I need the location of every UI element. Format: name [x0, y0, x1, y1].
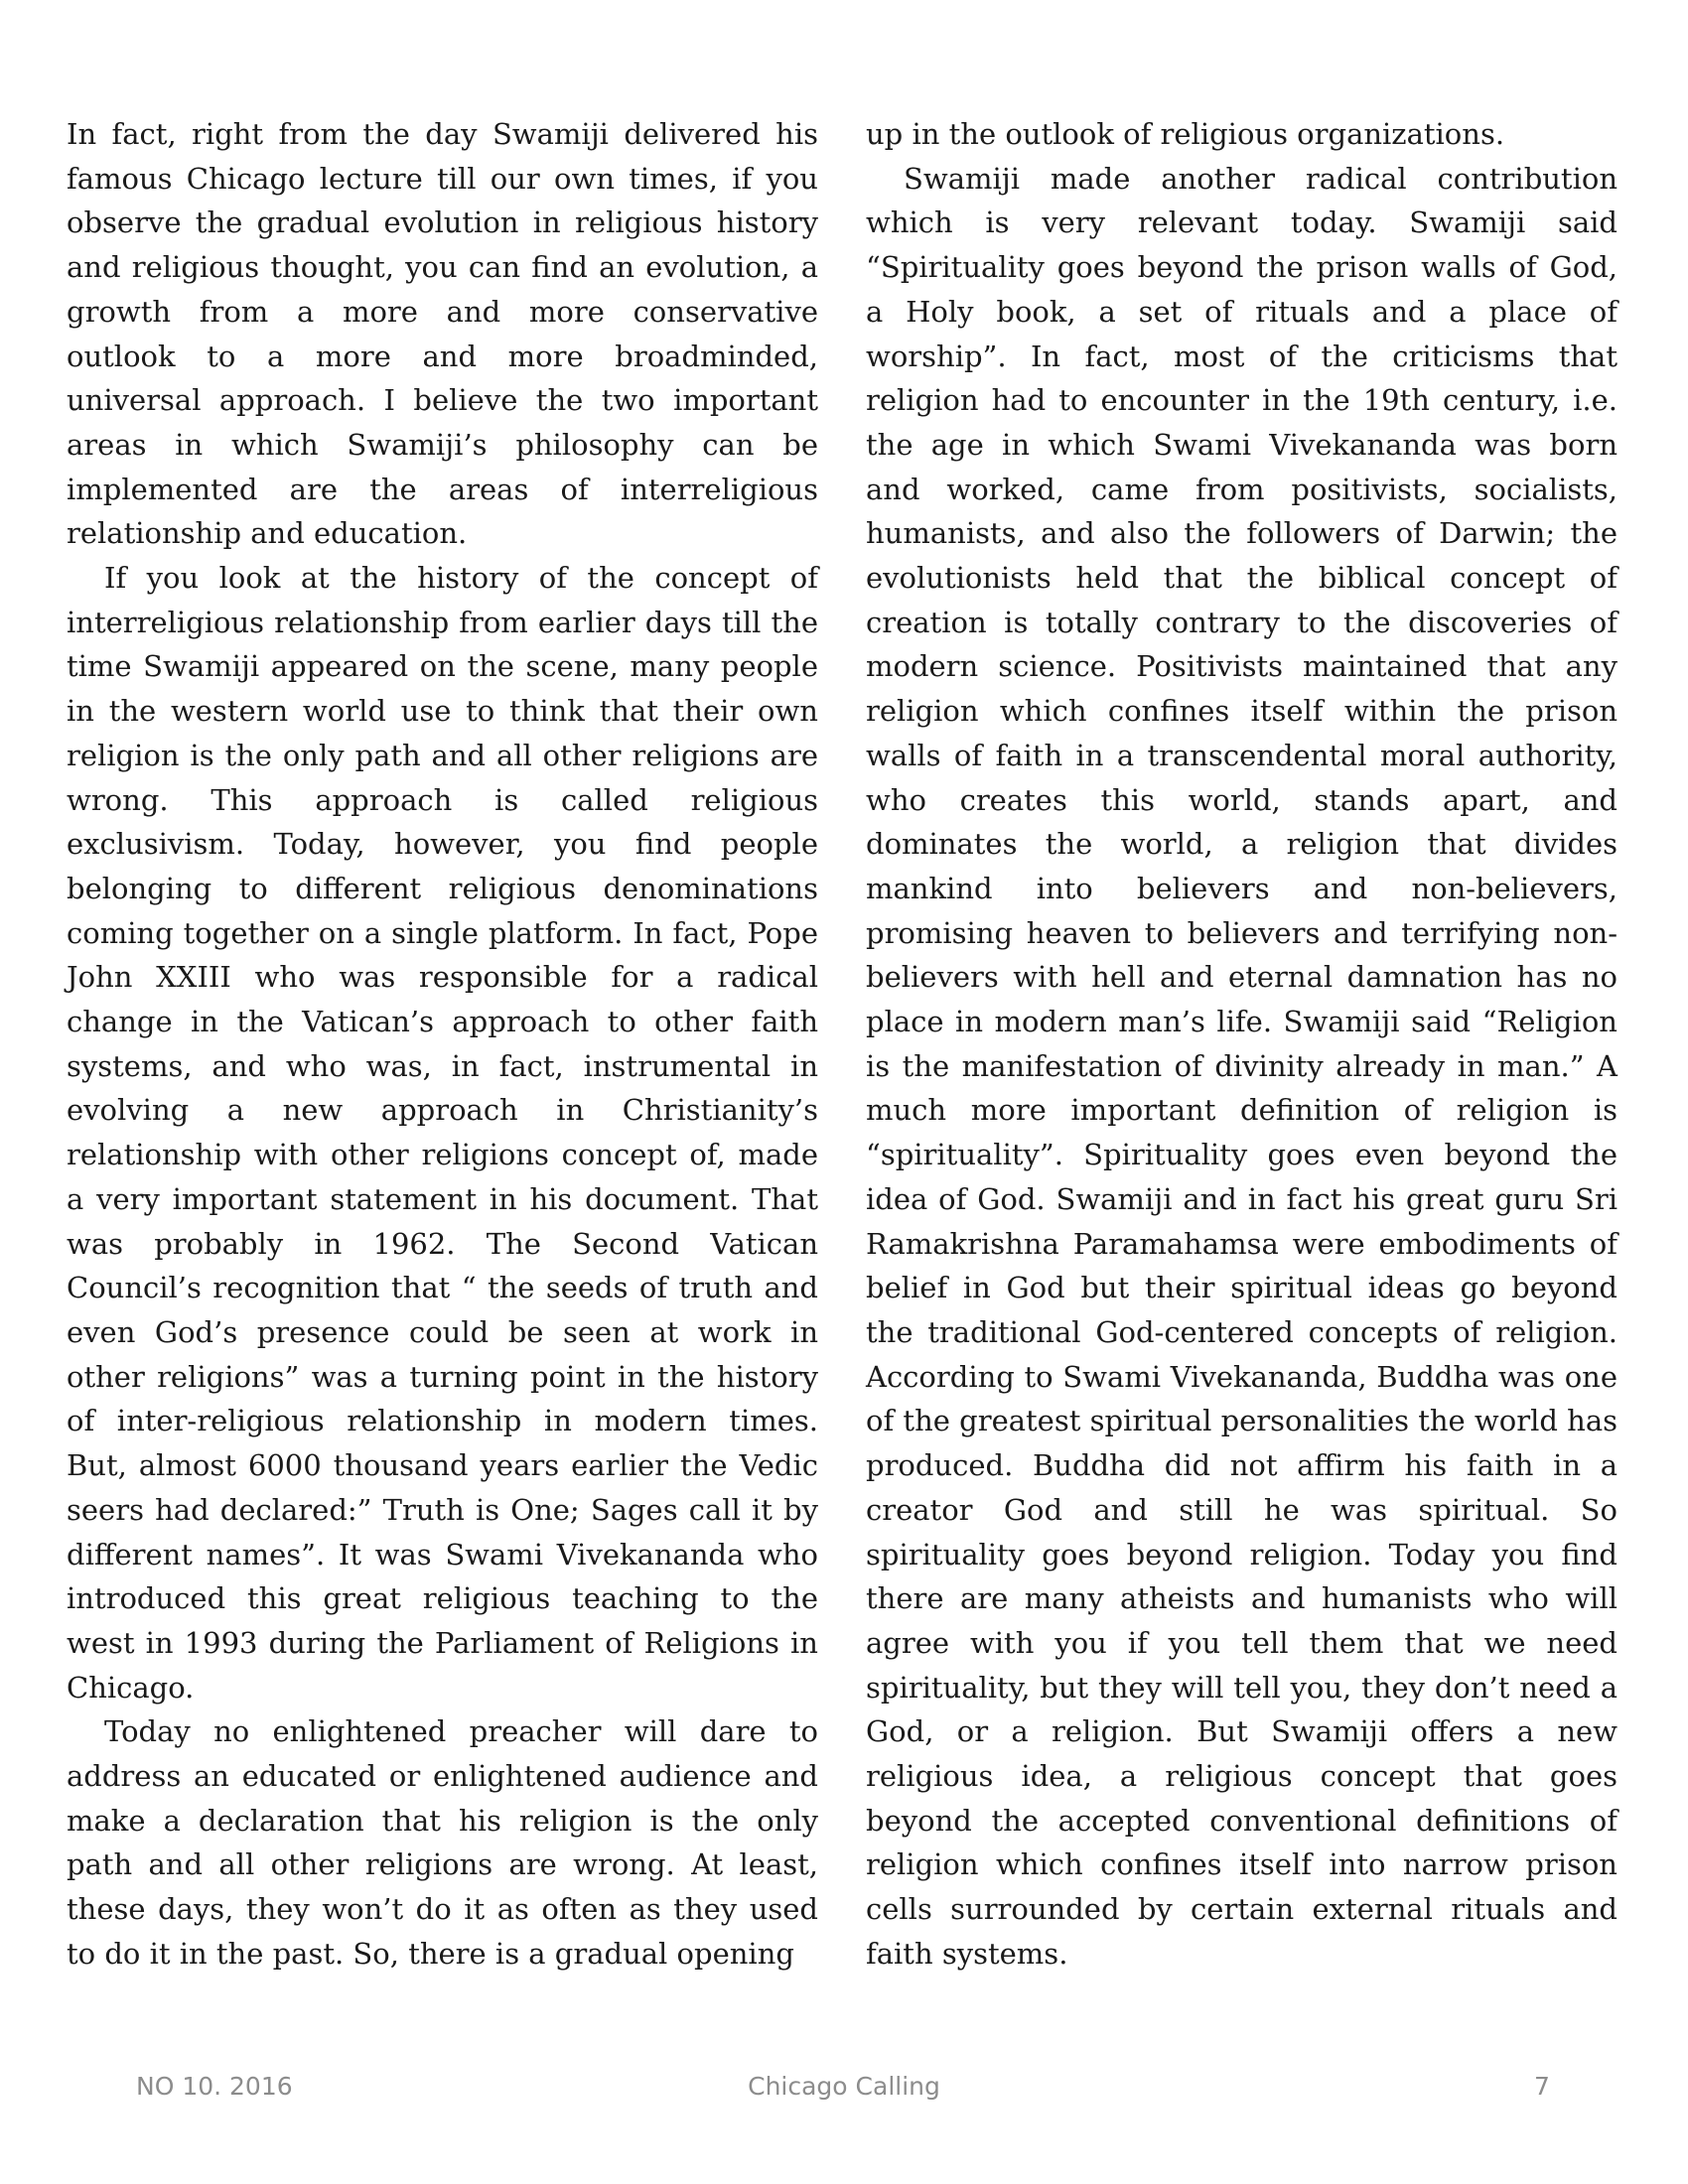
- footer-issue: NO 10. 2016: [136, 2072, 293, 2101]
- paragraph: Swamiji made another radical contribution which is very relevant today. Swamiji said “Spirituality goes beyond the prison walls of God, a Holy book, a set of rituals and a place of worship”. In fact, most of the criticisms that religion had to encounter in the 19th century, i.e. the age in which Swami Vivekananda was born and worked, came from positivists, socialists, humanists, and also the followers of Darwin; the evolutionists held that the biblical concept of creation is totally contrary to the discoveries of modern science. Positivists maintained that any religion which confines itself within the prison walls of faith in a transcendental moral authority, who creates this world, stands apart, and dominates the world, a religion that divides mankind into believers and non-believers, promising heaven to believers and terrifying non-believers with hell and eternal damnation has no place in modern man’s life. Swamiji said “Religion is the manifestation of divinity already in man.” A much more important definition of religion is “spirituality”. Spirituality goes even beyond the idea of God. Swamiji and in fact his great guru Sri Ramakrishna Paramahamsa were embodiments of belief in God but their spiritual ideas go beyond the traditional God-centered concepts of religion. According to Swami Vivekananda, Buddha was one of the greatest spiritual personalities the world has produced. Buddha did not affirm his faith in a creator God and still he was spiritual. So spirituality goes beyond religion. Today you find there are many atheists and humanists who will agree with you if you tell them that we need spirituality, but they will tell you, they don’t need a God, or a religion. But Swamiji offers a new religious idea, a religious concept that goes beyond the accepted conventional definitions of religion which confines itself into narrow prison cells surrounded by certain external rituals and faith systems.: [866, 161, 1618, 1971]
- footer-publication-title: Chicago Calling: [748, 2072, 940, 2101]
- footer-page-number: 7: [1534, 2072, 1550, 2101]
- paragraph: Today no enlightened preacher will dare to address an educated or enlightened audience and make a declaration that his religion is the only path and all other religions are wrong. At least, these days, they won’t do it as often as they used to do it in the past. So, there is a gradual opening: [67, 1714, 818, 1971]
- article-left-column: [67, 112, 818, 1977]
- article-right-column: [866, 112, 1618, 1977]
- paragraph: If you look at the history of the concept of interreligious relationship from earlier days till the time Swamiji appeared on the scene, many people in the western world use to think that their own religion is the only path and all other religions are wrong. This approach is called religious exclusivism. Today, however, you find people belonging to different religious denominations coming together on a single platform. In fact, Pope John XXIII who was responsible for a radical change in the Vatican’s approach to other faith systems, and who was, in fact, instrumental in evolving a new approach in Christianity’s relationship with other religions concept of, made a very important statement in his document. That was probably in 1962. The Second Vatican Council’s recognition that “ the seeds of truth and even God’s presence could be seen at work in other religions” was a turning point in the history of inter-religious relationship in modern times. But, almost 6000 thousand years earlier the Vedic seers had declared:” Truth is One; Sages call it by different names”. It was Swami Vivekananda who introduced this great religious teaching to the west in 1993 during the Parliament of Religions in Chicago.: [67, 561, 818, 1705]
- paragraph: up in the outlook of religious organizations.: [866, 117, 1505, 151]
- paragraph: In fact, right from the day Swamiji delivered his famous Chicago lecture till our own times, if you observe the gradual evolution in religious history and religious thought, you can find an evolution, a growth from a more and more conservative outlook to a more and more broadminded, universal approach. I believe the two important areas in which Swamiji’s philosophy can be implemented are the areas of interreligious relationship and education.: [67, 117, 818, 551]
